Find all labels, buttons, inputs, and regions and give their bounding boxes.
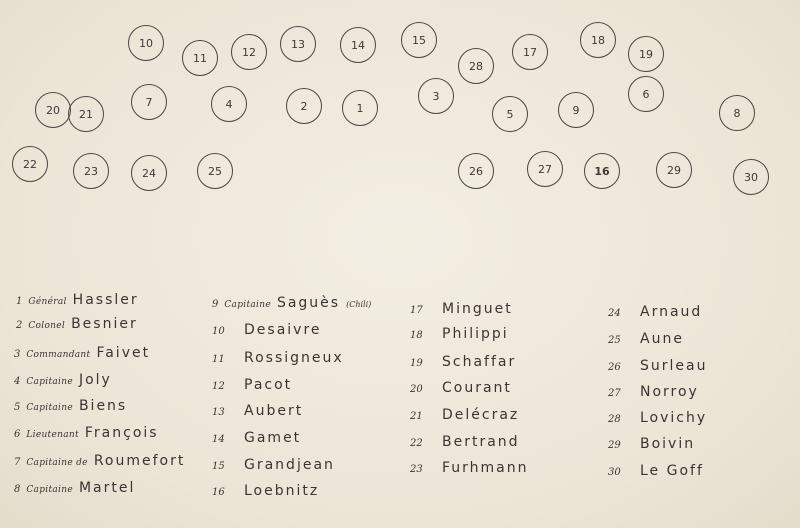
legend-entry: 16 Loebnitz xyxy=(212,483,320,499)
legend-entry: 25 Aune xyxy=(608,331,684,347)
seat-circle: 5 xyxy=(492,96,528,132)
seat-circle: 26 xyxy=(458,153,494,189)
legend-entry: 11 Rossigneux xyxy=(212,350,344,366)
seat-circle: 12 xyxy=(231,34,267,70)
legend-entry: 2 Colonel Besnier xyxy=(16,316,138,332)
seat-circle: 19 xyxy=(628,36,664,72)
legend-entry: 22 Bertrand xyxy=(410,434,520,450)
seat-circle: 14 xyxy=(340,27,376,63)
legend-entry: 23 Furhmann xyxy=(410,460,529,476)
legend-entry: 21 Delécraz xyxy=(410,407,520,423)
seat-circle: 25 xyxy=(197,153,233,189)
legend-entry: 26 Surleau xyxy=(608,358,708,374)
legend-entry: 20 Courant xyxy=(410,380,512,396)
seat-circle: 4 xyxy=(211,86,247,122)
legend-entry: 24 Arnaud xyxy=(608,304,703,320)
legend-entry: 15 Grandjean xyxy=(212,457,335,473)
seat-circle: 7 xyxy=(131,84,167,120)
seat-circle: 28 xyxy=(458,48,494,84)
legend-entry: 18 Philippi xyxy=(410,326,509,342)
seat-circle: 11 xyxy=(182,40,218,76)
seat-circle: 10 xyxy=(128,25,164,61)
seat-circle: 24 xyxy=(131,155,167,191)
seat-circle: 17 xyxy=(512,34,548,70)
legend-entry: 30 Le Goff xyxy=(608,463,704,479)
legend-entry: 29 Boivin xyxy=(608,436,696,452)
seat-circle: 20 xyxy=(35,92,71,128)
seat-circle: 29 xyxy=(656,152,692,188)
seat-circle: 23 xyxy=(73,153,109,189)
seat-circle: 22 xyxy=(12,146,48,182)
seat-circle: 15 xyxy=(401,22,437,58)
legend-entry: 17 Minguet xyxy=(410,301,513,317)
legend-entry: 19 Schaffar xyxy=(410,354,517,370)
seat-circle: 3 xyxy=(418,78,454,114)
seat-circle: 16 xyxy=(584,153,620,189)
legend-entry: 3 Commandant Faivet xyxy=(14,345,151,361)
legend-entry: 4 Capitaine Joly xyxy=(14,372,112,388)
seat-circle: 6 xyxy=(628,76,664,112)
seat-circle: 8 xyxy=(719,95,755,131)
legend-entry: 13 Aubert xyxy=(212,403,304,419)
legend-entry: 10 Desaivre xyxy=(212,322,322,338)
seat-circle: 2 xyxy=(286,88,322,124)
seat-circle: 9 xyxy=(558,92,594,128)
legend-entry: 7 Capitaine de Roumefort xyxy=(14,453,186,469)
legend-entry: 6 Lieutenant François xyxy=(14,425,159,441)
seat-circle: 1 xyxy=(342,90,378,126)
seat-circle: 30 xyxy=(733,159,769,195)
legend-entry: 27 Norroy xyxy=(608,384,699,400)
legend-entry: 5 Capitaine Biens xyxy=(14,398,128,414)
legend-entry: 1 Général Hassler xyxy=(16,292,139,308)
legend-entry: 12 Pacot xyxy=(212,377,293,393)
seat-circle: 21 xyxy=(68,96,104,132)
seat-circle: 27 xyxy=(527,151,563,187)
legend-entry: 28 Lovichy xyxy=(608,410,708,426)
legend-entry: 8 Capitaine Martel xyxy=(14,480,136,496)
legend-entry: 14 Gamet xyxy=(212,430,302,446)
seat-circle: 13 xyxy=(280,26,316,62)
legend-entry: 9 Capitaine Saguès (Chili) xyxy=(212,295,372,311)
seat-circle: 18 xyxy=(580,22,616,58)
